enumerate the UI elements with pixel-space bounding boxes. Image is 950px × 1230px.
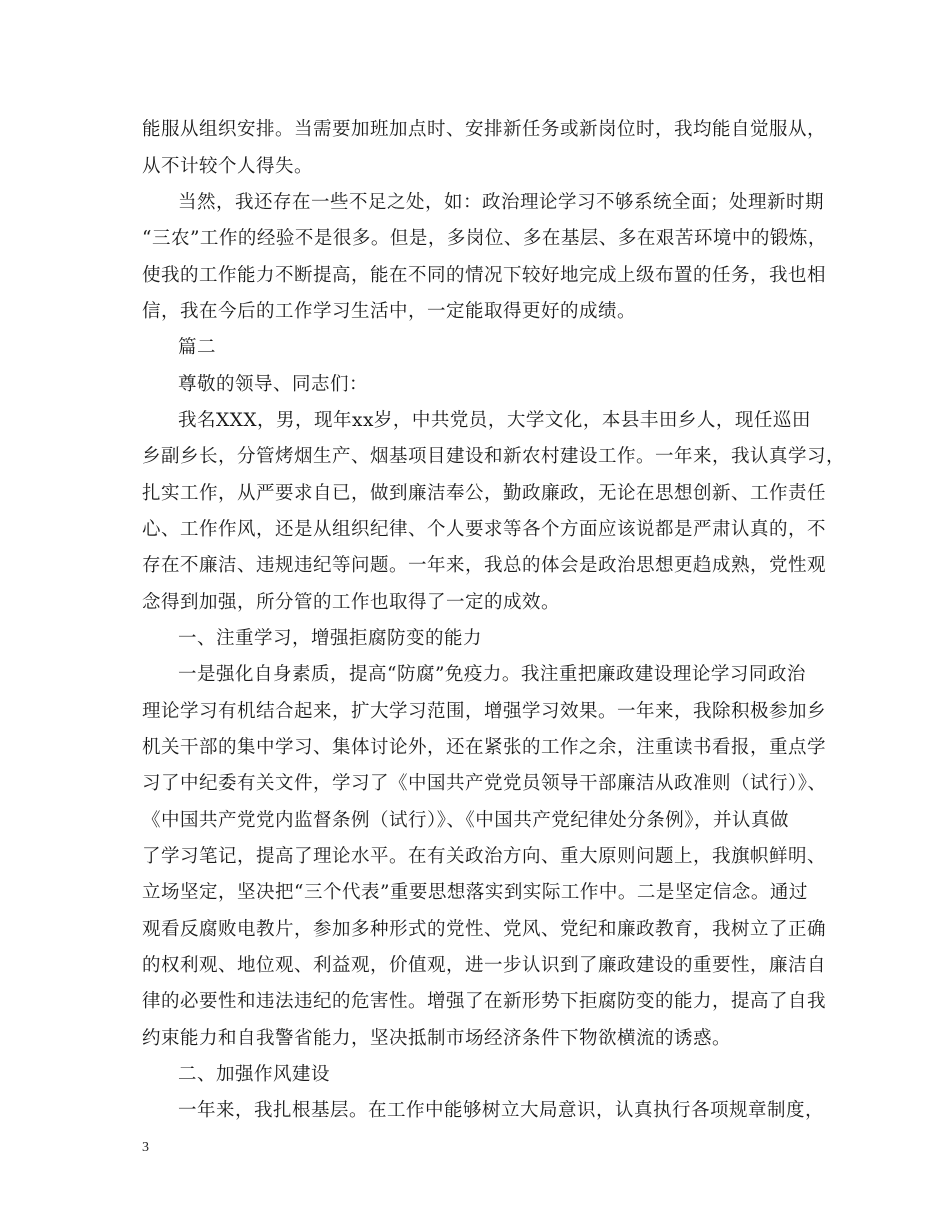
text-line: 使我的工作能力不断提高，能在不同的情况下较好地完成上级布置的任务，我也相: [142, 265, 827, 286]
text-line: 理论学习有机结合起来，扩大学习范围，增强学习效果。一年来，我除积极参加乡: [142, 701, 827, 722]
text-line: 当然，我还存在一些不足之处，如：政治理论学习不够系统全面；处理新时期: [178, 192, 825, 213]
text-line: 约束能力和自我警省能力，坚决抵制市场经济条件下物欲横流的诱惑。: [142, 1028, 732, 1049]
text-line: 习了中纪委有关文件，学习了《中国共产党党员领导干部廉洁从政准则（试行）》、: [142, 773, 827, 794]
text-line: 扎实工作，从严要求自已，做到廉洁奉公，勤政廉政，无论在思想创新、工作责任: [142, 483, 827, 504]
page-number: 3: [142, 1140, 149, 1155]
text-line: 念得到加强，所分管的工作也取得了一定的成效。: [142, 592, 561, 613]
section-heading: 一、注重学习，增强拒腐防变的能力: [178, 628, 483, 649]
text-line: 乡副乡长，分管烤烟生产、烟基项目建设和新农村建设工作。一年来，我认真学习，: [142, 446, 846, 467]
text-line: 了学习笔记，提高了理论水平。在有关政治方向、重大原则问题上，我旗帜鲜明、: [142, 846, 827, 867]
text-line: 一是强化自身素质，提高“防腐”免疫力。我注重把廉政建设理论学习同政治: [178, 664, 806, 685]
salutation: 尊敬的领导、同志们：: [178, 374, 369, 395]
section-heading: 篇二: [178, 337, 217, 358]
text-line: 观看反腐败电教片，参加多种形式的党性、党风、党纪和廉政教育，我树立了正确: [142, 919, 827, 940]
text-line: 律的必要性和违法违纪的危害性。增强了在新形势下拒腐防变的能力，提高了自我: [142, 991, 827, 1012]
text-line: 一年来，我扎根基层。在工作中能够树立大局意识，认真执行各项规章制度，: [178, 1100, 825, 1121]
text-line: 能服从组织安排。当需要加班加点时、安排新任务或新岗位时，我均能自觉服从，: [142, 119, 827, 140]
text-line: 的权利观、地位观、利益观，价值观，进一步认识到了廉政建设的重要性，廉洁自: [142, 955, 827, 976]
text-line: 机关干部的集中学习、集体讨论外，还在紧张的工作之余，注重读书看报，重点学: [142, 737, 827, 758]
text-line: 信，我在今后的工作学习生活中，一定能取得更好的成绩。: [142, 301, 637, 322]
text-line: “三农”工作的经验不是很多。但是，多岗位、多在基层、多在艰苦环境中的锻炼，: [142, 228, 827, 249]
text-line: 立场坚定，坚决把“三个代表”重要思想落实到实际工作中。二是坚定信念。通过: [142, 882, 808, 903]
text-line: 存在不廉洁、违规违纪等问题。一年来，我总的体会是政治思想更趋成熟，党性观: [142, 555, 827, 576]
text-line: 《中国共产党党内监督条例（试行）》、《中国共产党纪律处分条例》，并认真做: [142, 810, 790, 831]
section-heading: 二、加强作风建设: [178, 1064, 331, 1085]
text-line: 心、工作作风，还是从组织纪律、个人要求等各个方面应该说都是严肃认真的，不: [142, 519, 827, 540]
text-line: 我名XXX，男，现年xx岁，中共党员，大学文化，本县丰田乡人，现任巡田: [178, 410, 811, 431]
text-line: 从不计较个人得失。: [142, 156, 314, 177]
